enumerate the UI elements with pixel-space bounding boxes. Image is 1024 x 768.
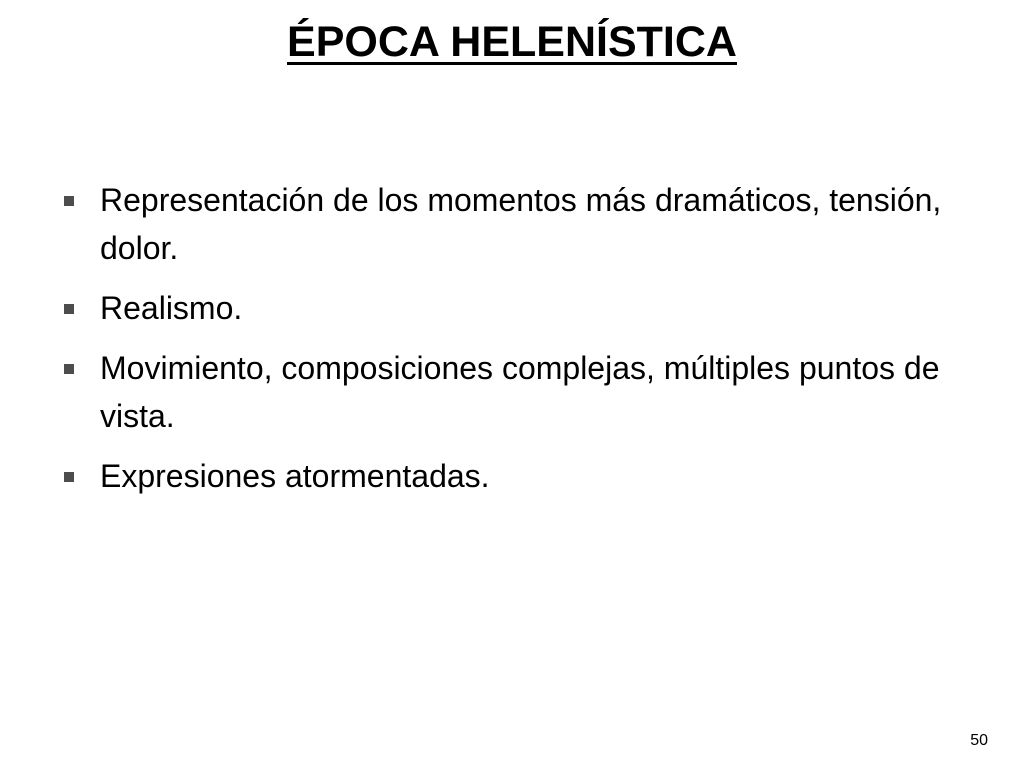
bullet-list	[62, 176, 982, 512]
bullet-item	[62, 452, 982, 500]
bullet-text: Movimiento, composiciones complejas, múltiples puntos de vista.	[100, 350, 940, 434]
square-bullet-icon	[64, 364, 74, 374]
bullet-text: Expresiones atormentadas.	[100, 458, 490, 494]
square-bullet-icon	[64, 472, 74, 482]
bullet-text: Representación de los momentos más dramáticos, tensión, dolor.	[100, 182, 942, 266]
slide-title	[0, 10, 1024, 74]
square-bullet-icon	[64, 196, 74, 206]
bullet-item	[62, 176, 982, 272]
bullet-text: Realismo.	[100, 290, 243, 326]
slide-title-text: ÉPOCA HELENÍSTICA	[287, 18, 737, 66]
page-number: 50	[970, 732, 988, 749]
bullet-item	[62, 344, 982, 440]
square-bullet-icon	[64, 304, 74, 314]
bullet-item	[62, 284, 982, 332]
